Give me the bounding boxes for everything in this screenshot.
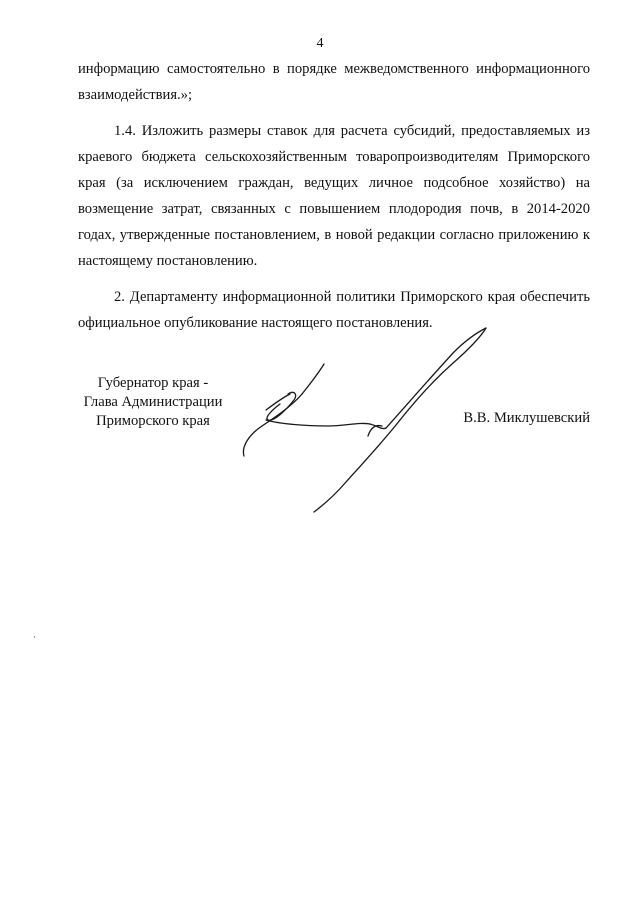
signatory-name: В.В. Миклушевский (463, 410, 590, 426)
document-body (78, 56, 590, 336)
paragraph-item-1-4: 1.4. Изложить размеры ставок для расчета субсидий, предоставляемых из краевого бюджета сельскохозяйственным товаропроизводителям Приморского края (за исключением граждан, ведущих личное подсобное хозяйство) на возмещение затрат, связанных с повышением плодородия почв, в 2014-2020 годах, утвержденные постановлением, в новой редакции согласно приложению к настоящему постановлению. (78, 123, 590, 269)
handwritten-signature (236, 322, 496, 514)
page-number: 4 (316, 36, 324, 51)
signatory-title-line: Губернатор края - (97, 375, 209, 391)
paragraph-continuation: информацию самостоятельно в порядке межведомственного информационного взаимодействия.»; (78, 61, 590, 103)
scan-artifact (34, 636, 35, 638)
signatory-title (78, 374, 228, 431)
signatory-title-line: Глава Администрации (83, 394, 223, 410)
paragraph-item-2: 2. Департаменту информационной политики Приморского края обеспечить официальное опубликование настоящего постановления. (78, 289, 590, 331)
signatory-title-line: Приморского края (96, 413, 210, 429)
